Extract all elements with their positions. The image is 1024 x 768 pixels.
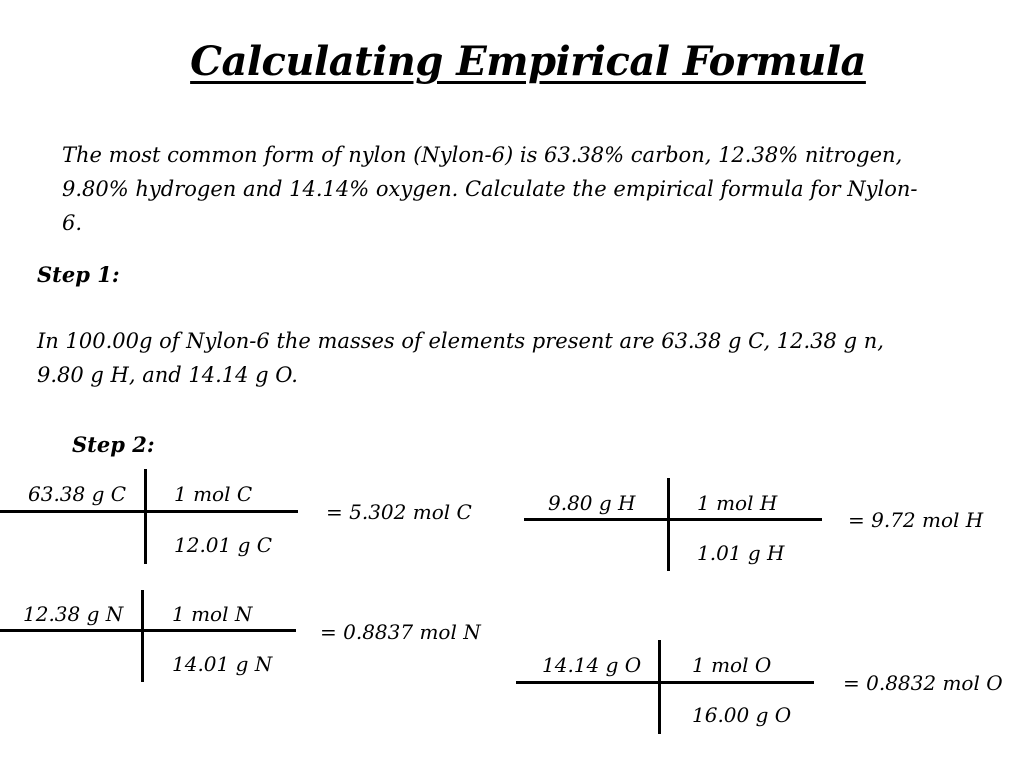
page-title: Calculating Empirical Formula <box>190 38 866 85</box>
hydrogen-result: = 9.72 mol H <box>848 508 984 532</box>
carbon-fraction-line <box>0 510 298 513</box>
hydrogen-denominator: 1.01 g H <box>697 541 785 565</box>
hydrogen-divider-line <box>667 478 670 571</box>
step2-label: Step 2: <box>72 432 155 457</box>
carbon-denominator: 12.01 g C <box>174 533 273 557</box>
carbon-numerator: 1 mol C <box>174 482 253 506</box>
oxygen-denominator: 16.00 g O <box>692 703 792 727</box>
nitrogen-result: = 0.8837 mol N <box>320 620 481 644</box>
nitrogen-denominator: 14.01 g N <box>172 652 273 676</box>
nitrogen-mass: 12.38 g N <box>23 602 124 626</box>
carbon-result: = 5.302 mol C <box>326 500 472 524</box>
oxygen-result: = 0.8832 mol O <box>843 671 1003 695</box>
step1-text: In 100.00g of Nylon-6 the masses of elements present are 63.38 g C, 12.38 g n, 9.80 g H, and 14.14 g O. <box>37 329 884 387</box>
problem-statement: The most common form of nylon (Nylon-6) is 63.38% carbon, 12.38% nitrogen, 9.80% hydrogen and 14.14% oxygen. Calculate the empirical formula for Nylon-6. <box>62 143 918 235</box>
carbon-mass: 63.38 g C <box>28 482 127 506</box>
nitrogen-divider-line <box>141 590 144 682</box>
step1-label: Step 1: <box>37 262 120 287</box>
nitrogen-numerator: 1 mol N <box>172 602 253 626</box>
nitrogen-fraction-line <box>0 629 296 632</box>
oxygen-numerator: 1 mol O <box>692 653 772 677</box>
hydrogen-mass: 9.80 g H <box>548 491 636 515</box>
oxygen-fraction-line <box>516 681 814 684</box>
hydrogen-fraction-line <box>524 518 822 521</box>
oxygen-mass: 14.14 g O <box>542 653 642 677</box>
oxygen-divider-line <box>658 640 661 734</box>
hydrogen-numerator: 1 mol H <box>697 491 778 515</box>
carbon-divider-line <box>144 469 147 564</box>
